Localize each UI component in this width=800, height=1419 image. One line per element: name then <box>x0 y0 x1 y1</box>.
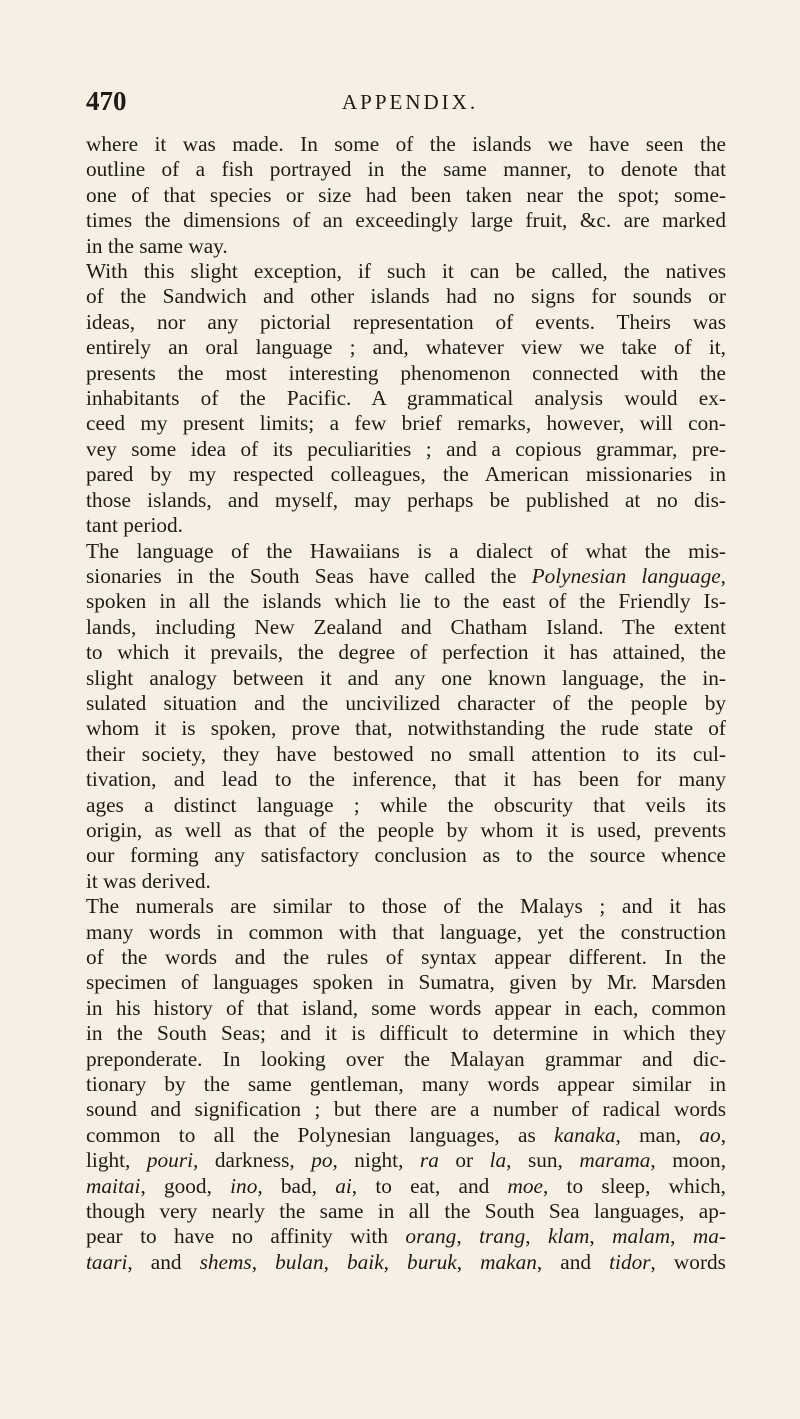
italic-term: baik <box>346 1249 384 1274</box>
text-segment: , <box>323 1249 347 1274</box>
text-segment: , man, <box>615 1122 700 1147</box>
italic-term: la <box>489 1148 507 1173</box>
text-segment: light, <box>86 1148 147 1173</box>
text-segment: sionaries in the South Seas have called the <box>86 563 532 588</box>
text-line: preponderate. In looking over the Malayan grammar and dic- <box>86 1046 726 1071</box>
text-line: sulated situation and the uncivilized character of the people by <box>86 690 726 715</box>
text-line: our forming any satisfactory conclusion as to the source whence <box>86 843 726 868</box>
text-line <box>86 564 726 589</box>
body-text <box>86 132 726 1275</box>
text-line: in the same way. <box>86 233 228 258</box>
text-segment: , and <box>536 1249 610 1274</box>
text-segment: , <box>720 1122 727 1147</box>
text-line: presents the most interesting phenomenon connected with the <box>86 360 726 385</box>
italic-term: klam <box>547 1224 590 1249</box>
text-line <box>86 1224 726 1249</box>
running-head <box>86 86 726 122</box>
italic-term: po <box>311 1148 333 1173</box>
text-line: tivation, and lead to the inference, that it has been for many <box>86 767 726 792</box>
text-line: vey some idea of its peculiarities ; and a copious grammar, pre- <box>86 436 726 461</box>
italic-term: taari <box>86 1249 128 1274</box>
text-line: whom it is spoken, prove that, notwithstanding the rude state of <box>86 716 726 741</box>
text-line: their society, they have bestowed no small attention to its cul- <box>86 741 726 766</box>
text-segment: , <box>670 1224 693 1249</box>
italic-term: Polynesian language <box>531 563 721 588</box>
text-segment: , words <box>650 1249 726 1274</box>
page-number: 470 <box>86 86 127 116</box>
italic-term: orang <box>405 1224 457 1249</box>
text-line: pared by my respected colleagues, the American missionaries in <box>86 462 726 487</box>
text-line: one of that species or size had been taken near the spot; some- <box>86 182 726 207</box>
text-segment: , bad, <box>257 1173 336 1198</box>
text-line: The language of the Hawaiians is a dialect of what the mis- <box>86 538 726 563</box>
italic-term: buruk <box>407 1249 457 1274</box>
text-segment: , sun, <box>506 1148 580 1173</box>
text-line: to which it prevails, the degree of perfection it has attained, the <box>86 640 726 665</box>
italic-term: pouri <box>146 1148 194 1173</box>
text-line: it was derived. <box>86 868 211 893</box>
italic-term: ai <box>335 1173 352 1198</box>
italic-term: bulan <box>275 1249 324 1274</box>
text-line <box>86 1250 726 1275</box>
text-segment: , <box>456 1249 481 1274</box>
text-segment: , <box>383 1249 408 1274</box>
italic-term: ao <box>699 1122 721 1147</box>
text-segment: pear to have no affinity with <box>86 1224 406 1249</box>
text-line: slight analogy between it and any one known language, the in- <box>86 665 726 690</box>
italic-term: malam <box>612 1224 671 1249</box>
italic-term: ino <box>230 1173 258 1198</box>
text-line: many words in common with that language, yet the construction <box>86 919 726 944</box>
text-segment: , <box>589 1224 613 1249</box>
text-line <box>86 1174 726 1199</box>
text-segment: common to all the Polynesian languages, as <box>86 1122 555 1147</box>
text-line <box>86 1148 726 1173</box>
text-line: times the dimensions of an exceedingly large fruit, &c. are marked <box>86 208 726 233</box>
italic-term: makan <box>480 1249 537 1274</box>
text-line: entirely an oral language ; and, whatever view we take of it, <box>86 335 726 360</box>
text-line: tionary by the same gentleman, many words appear similar in <box>86 1072 726 1097</box>
text-line: in the South Seas; and it is difficult to determine in which they <box>86 1021 726 1046</box>
text-segment: , <box>251 1249 276 1274</box>
text-segment: , <box>720 563 726 588</box>
text-line: in his history of that island, some words appear in each, common <box>86 995 726 1020</box>
text-segment: , night, <box>332 1148 420 1173</box>
italic-term: ra <box>419 1148 439 1173</box>
italic-term: tidor <box>609 1249 651 1274</box>
text-segment: , <box>525 1224 548 1249</box>
italic-term: kanaka <box>554 1122 616 1147</box>
text-segment: , good, <box>140 1173 231 1198</box>
text-line: ceed my present limits; a few brief remarks, however, will con- <box>86 411 726 436</box>
italic-term: moe <box>507 1173 543 1198</box>
text-segment: , darkness, <box>193 1148 312 1173</box>
text-segment: , <box>456 1224 480 1249</box>
italic-term: trang <box>479 1224 526 1249</box>
text-line: outline of a fish portrayed in the same manner, to denote that <box>86 157 726 182</box>
text-line <box>86 1123 726 1148</box>
italic-term: shems <box>199 1249 252 1274</box>
running-title: APPENDIX. <box>342 90 479 114</box>
italic-term: maitai <box>86 1173 141 1198</box>
text-line: tant period. <box>86 513 183 538</box>
text-line: lands, including New Zealand and Chatham Island. The extent <box>86 614 726 639</box>
italic-term: ma- <box>692 1224 726 1249</box>
text-segment: , moon, <box>650 1148 727 1173</box>
text-line: ideas, nor any pictorial representation of events. Theirs was <box>86 309 726 334</box>
italic-term: marama <box>579 1148 651 1173</box>
text-line: where it was made. In some of the islands we have seen the <box>86 132 726 156</box>
text-line: of the words and the rules of syntax appear different. In the <box>86 945 726 969</box>
text-segment: or <box>438 1148 490 1173</box>
text-line: With this slight exception, if such it can be called, the natives <box>86 259 726 284</box>
text-line: inhabitants of the Pacific. A grammatical analysis would ex- <box>86 386 726 411</box>
text-line: sound and signification ; but there are a number of radical words <box>86 1097 726 1122</box>
text-line: specimen of languages spoken in Sumatra, given by Mr. Marsden <box>86 970 726 995</box>
text-line: those islands, and myself, may perhaps be published at no dis- <box>86 487 726 512</box>
text-line: of the Sandwich and other islands had no signs for sounds or <box>86 284 726 309</box>
text-segment: , to sleep, which, <box>542 1173 727 1198</box>
text-line: origin, as well as that of the people by whom it is used, prevents <box>86 817 726 842</box>
text-line: ages a distinct language ; while the obscurity that veils its <box>86 792 726 817</box>
text-segment: , and <box>127 1249 200 1274</box>
text-line: though very nearly the same in all the South Sea languages, ap- <box>86 1199 726 1224</box>
text-line: spoken in all the islands which lie to the east of the Friendly Is- <box>86 589 726 614</box>
text-segment: , to eat, and <box>351 1173 508 1198</box>
text-line: The numerals are similar to those of the Malays ; and it has <box>86 894 726 919</box>
